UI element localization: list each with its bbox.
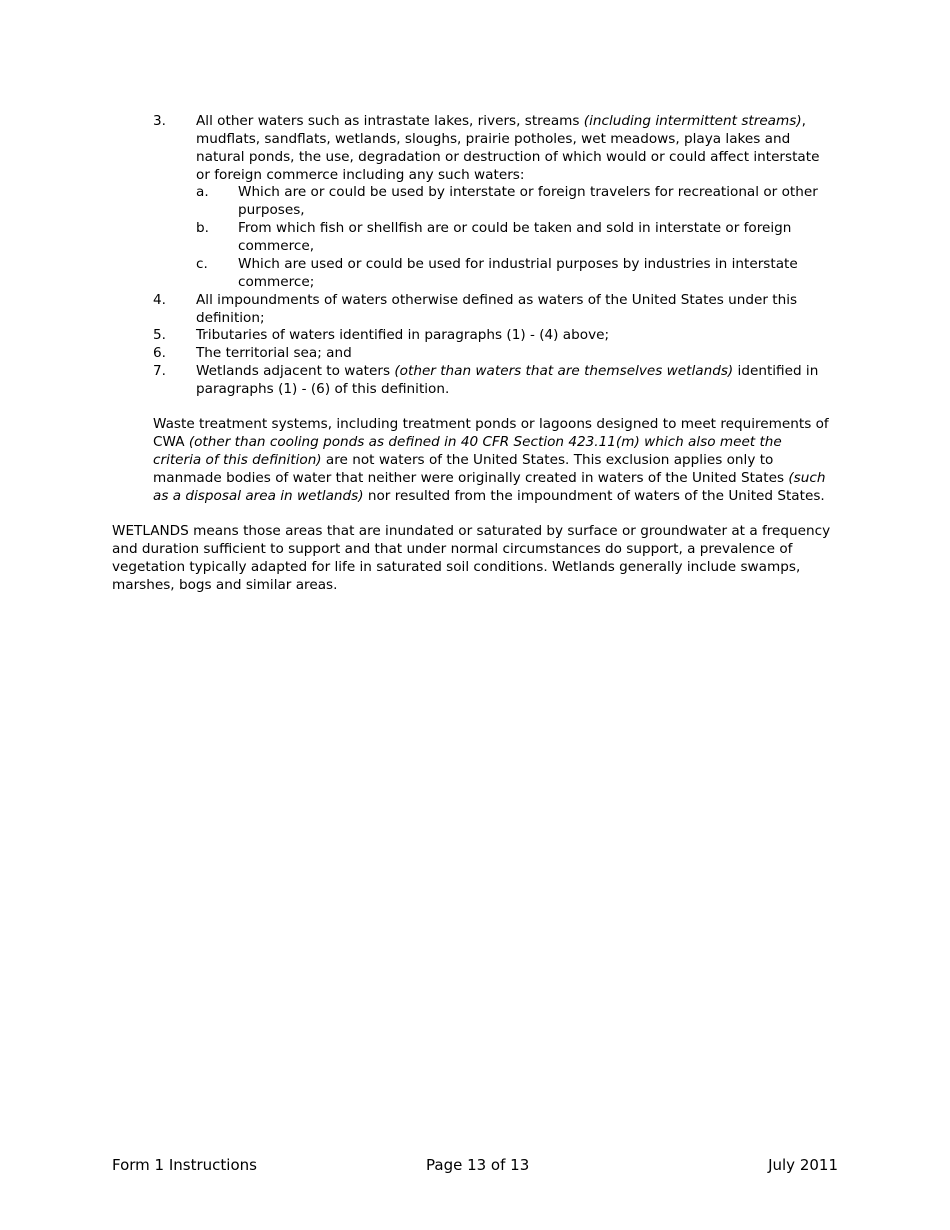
item-7-text-end: identified in paragraphs (1) - (6) of this definition.: [196, 363, 819, 397]
list-item-5-text: Tributaries of waters identified in paragraphs (1) - (4) above;: [196, 327, 610, 343]
list-item-7-text: [196, 362, 821, 398]
list-number-5: 5.: [153, 327, 166, 343]
waste-italic-1: (other than cooling ponds as defined in 40 CFR Section 423.11(m) which also meet the criteria of this definition): [153, 434, 782, 468]
list-number-3: 3.: [153, 113, 166, 129]
sub-item-letter-b: b.: [196, 220, 209, 236]
list-number-4: 4.: [153, 292, 166, 308]
footer-form-title: Form 1 Instructions: [112, 1156, 257, 1174]
footer-date: July 2011: [768, 1156, 838, 1174]
item-3-text-end: , mudflats, sandflats, wetlands, sloughs, prairie potholes, wet meadows, playa lakes and natural ponds, the use, degradation or destruction of which would or could affect interstate or foreign commerce including any such waters:: [196, 113, 820, 183]
waste-text-1: Waste treatment systems, including treatment ponds or lagoons designed to meet requirements of CWA: [153, 416, 829, 450]
list-item-4-text: All impoundments of waters otherwise defined as waters of the United States under this definition;: [196, 292, 798, 326]
item-3-italic-note: (including intermittent streams): [583, 113, 802, 129]
list-number-7: 7.: [153, 363, 166, 379]
waste-italic-2: (such as a disposal area in wetlands): [153, 470, 826, 504]
wetlands-term: WETLANDS: [112, 523, 189, 539]
footer-page-number: Page 13 of 13: [426, 1156, 530, 1174]
item-7-italic-note: (other than waters that are themselves wetlands): [394, 363, 734, 379]
item-7-text-start: Wetlands adjacent to waters: [196, 363, 395, 379]
waste-text-2: are not waters of the United States. This exclusion applies only to manmade bodies of water that neither were originally created in waters of the United States: [153, 452, 789, 486]
list-item-6-text: The territorial sea; and: [196, 345, 352, 361]
sub-item-c-text: Which are used or could be used for industrial purposes by industries in interstate commerce;: [238, 256, 798, 290]
sub-item-a-text: Which are or could be used by interstate or foreign travelers for recreational or other purposes,: [238, 184, 818, 218]
list-number-6: 6.: [153, 345, 166, 361]
waste-text-3: nor resulted from the impoundment of waters of the United States.: [363, 488, 825, 504]
sub-item-letter-c: c.: [196, 256, 208, 272]
wetlands-text: means those areas that are inundated or saturated by surface or groundwater at a frequency and duration sufficient to support and that under normal circumstances do support, a prevalence of vegetation typically adapted for life in saturated soil conditions. Wetlands generally include swamps, marshes, bogs and similar areas.: [112, 523, 831, 593]
sub-item-letter-a: a.: [196, 184, 209, 200]
sub-item-b-text: From which fish or shellfish are or could be taken and sold in interstate or foreign commerce,: [238, 220, 792, 254]
wetlands-definition: [112, 522, 840, 594]
item-3-text-start: All other waters such as intrastate lakes, rivers, streams: [196, 113, 584, 129]
list-item-3-text: [196, 112, 836, 184]
waste-treatment-paragraph: [153, 415, 831, 505]
